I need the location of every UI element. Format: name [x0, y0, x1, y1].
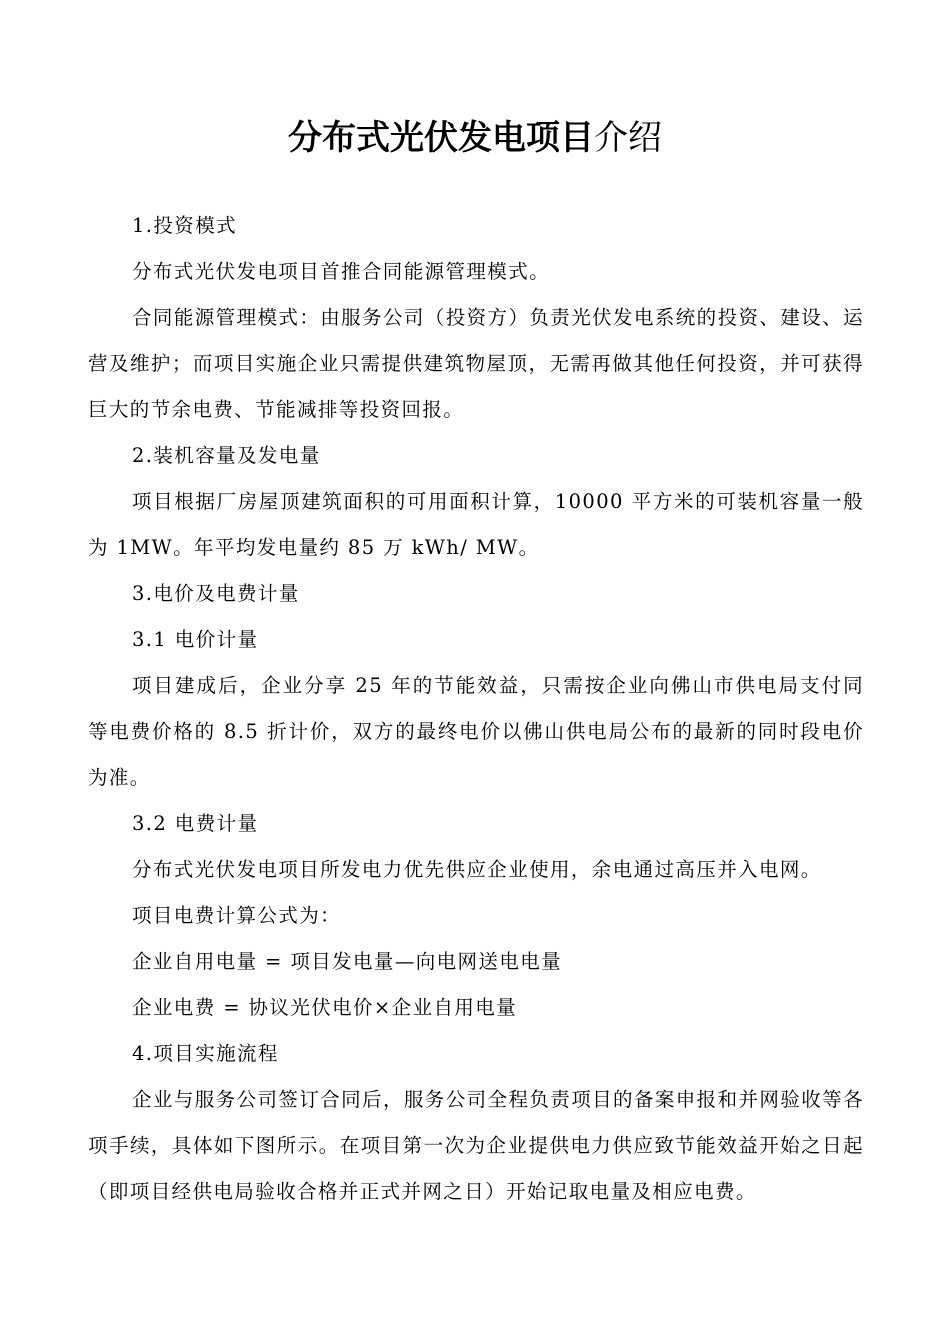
- paragraph: 分布式光伏发电项目首推合同能源管理模式。: [132, 260, 551, 283]
- formula-line: 企业自用电量 = 项目发电量—向电网送电电量: [132, 950, 563, 973]
- document-title-main: 分布式光伏发电项目: [288, 118, 594, 158]
- paragraph: 企业与服务公司签订合同后，服务公司全程负责项目的备案申报和并网验收等各项手续，具体如下图所示。在项目第一次为企业提供电力供应致节能效益开始之日起（即项目经供电局验收合格并正式并网之日）开始记取电量及相应电费。: [88, 1088, 864, 1203]
- paragraph: 合同能源管理模式：由服务公司（投资方）负责光伏发电系统的投资、建设、运营及维护；而项目实施企业只需提供建筑物屋顶，无需再做其他任何投资，并可获得巨大的节余电费、节能减排等投资回报。: [88, 306, 864, 421]
- paragraph: 分布式光伏发电项目所发电力优先供应企业使用，余电通过高压并入电网。: [132, 858, 822, 881]
- paragraph: 项目建成后，企业分享 25 年的节能效益，只需按企业向佛山市供电局支付同等电费价格的 8.5 折计价，双方的最终电价以佛山供电局公布的最新的同时段电价为准。: [88, 674, 864, 789]
- subsection-heading-price: 3.1 电价计量: [132, 628, 259, 651]
- paragraph: 项目电费计算公式为：: [132, 904, 342, 927]
- document-body: [88, 203, 864, 1215]
- document-title: [0, 112, 950, 164]
- section-heading-capacity: 2.装机容量及发电量: [132, 444, 321, 467]
- subsection-heading-fee: 3.2 电费计量: [132, 812, 259, 835]
- section-heading-process: 4.项目实施流程: [132, 1042, 279, 1065]
- document-title-suffix: 介绍: [594, 118, 662, 158]
- section-heading-investment-mode: 1.投资模式: [132, 214, 238, 237]
- section-heading-price-metering: 3.电价及电费计量: [132, 582, 300, 605]
- paragraph: 项目根据厂房屋顶建筑面积的可用面积计算，10000 平方米的可装机容量一般为 1MW。年平均发电量约 85 万 kWh/ MW。: [88, 490, 864, 559]
- formula-line: 企业电费 = 协议光伏电价×企业自用电量: [132, 996, 518, 1019]
